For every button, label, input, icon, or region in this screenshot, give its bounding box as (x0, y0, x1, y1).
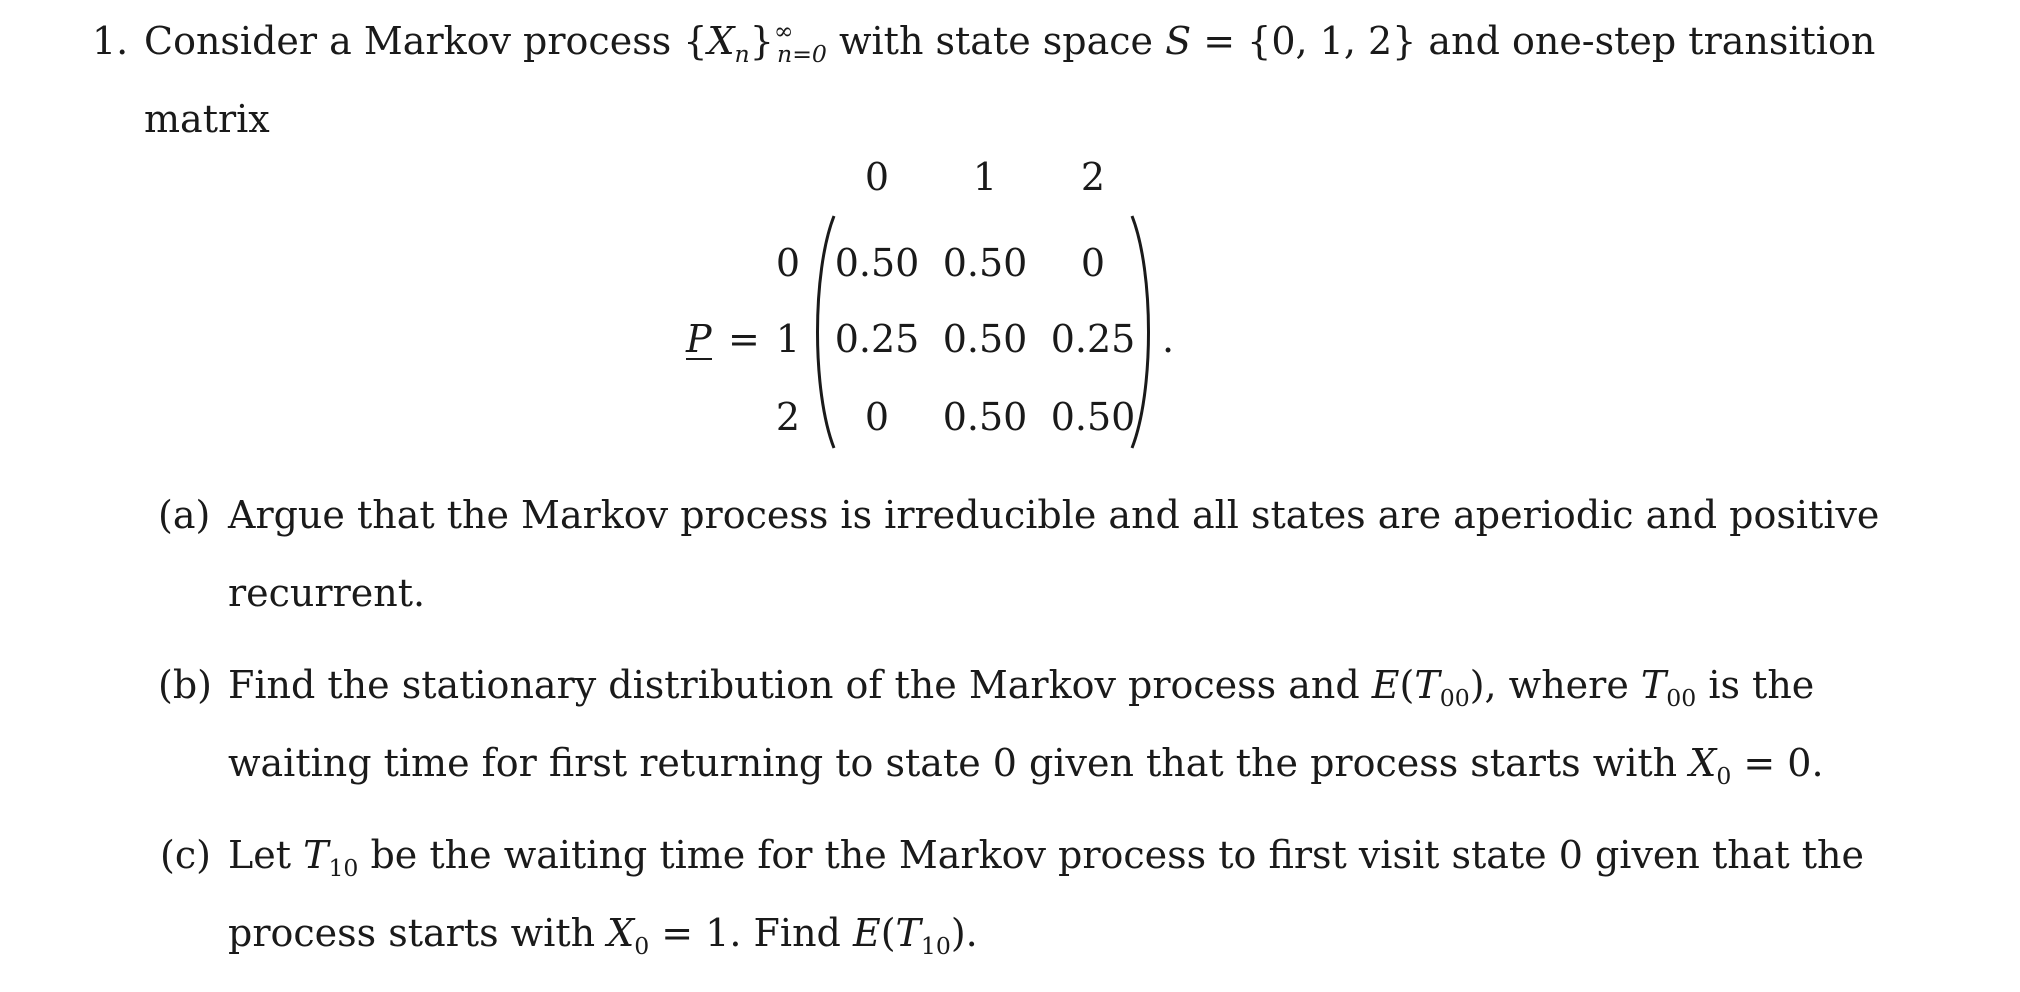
expectation-symbol: E (1371, 663, 1400, 707)
intro-text: Consider a Markov process (144, 19, 684, 63)
hitting-time-symbol: T (303, 833, 329, 877)
part-c-text-4: = 1. Find (649, 911, 853, 955)
matrix-row-label: 2 (775, 395, 801, 439)
initial-state-subscript: 0 (1716, 761, 1732, 790)
part-b-text-3: is the (1696, 663, 1815, 707)
matrix-col-label: 0 (864, 155, 890, 199)
matrix-trailing-period: . (1162, 317, 1175, 361)
matrix-cell: 0.50 (942, 241, 1028, 285)
part-b-text: Find the stationary distribution of the Markov process and (228, 663, 1372, 707)
return-time-subscript: 00 (1439, 683, 1470, 712)
part-b-line-1 (228, 663, 1815, 712)
paren-open: ( (1399, 663, 1415, 707)
part-c-line-1 (228, 833, 1864, 882)
part-b-text-5: = 0. (1731, 741, 1824, 785)
matrix-col-label: 1 (972, 155, 998, 199)
process-variable: X (707, 19, 735, 63)
initial-state-subscript: 0 (634, 931, 650, 960)
part-b-text-2: ), where (1469, 663, 1641, 707)
state-space-symbol: S (1165, 19, 1192, 63)
index-upper-infinity: ∞ (773, 17, 794, 46)
part-b-label: (b) (158, 663, 212, 707)
paren-open: ( (880, 911, 896, 955)
problem-intro-line-2: matrix (144, 97, 270, 141)
matrix-name: P (686, 317, 712, 361)
initial-state-symbol: X (1689, 741, 1717, 785)
part-c-label: (c) (160, 833, 211, 877)
matrix-cell: 0.50 (834, 241, 920, 285)
hitting-time-subscript: 10 (920, 931, 951, 960)
matrix-row-label: 0 (775, 241, 801, 285)
matrix-cell: 0.50 (942, 395, 1028, 439)
intro-text-3: = {0, 1, 2} and one-step transition (1191, 19, 1876, 63)
return-time-symbol: T (1640, 663, 1667, 707)
matrix-cell: 0.25 (834, 317, 920, 361)
part-b-text-4: waiting time for first returning to state 0 given that the process starts with (228, 741, 1690, 785)
return-time-subscript: 00 (1666, 683, 1697, 712)
matrix-cell: 0 (1080, 241, 1106, 285)
matrix-cell: 0.50 (942, 317, 1028, 361)
index-lower: n=0 (777, 39, 827, 68)
hitting-time-subscript: 10 (328, 853, 359, 882)
process-variable-subscript: n (734, 39, 750, 68)
part-c-text-5: ). (950, 911, 978, 955)
part-c-text-3: process starts with (228, 911, 608, 955)
matrix-cell: 0.50 (1050, 395, 1136, 439)
matrix-cell: 0 (864, 395, 890, 439)
hitting-time-symbol: T (895, 911, 921, 955)
part-a-label: (a) (158, 493, 211, 537)
part-a-line-2: recurrent. (228, 571, 426, 615)
part-c-text: Let (228, 833, 304, 877)
initial-state-symbol: X (607, 911, 635, 955)
matrix-equals: = (728, 317, 760, 361)
matrix-row-label: 1 (775, 317, 801, 361)
part-a-line-1: Argue that the Markov process is irreducible and all states are aperiodic and positive (228, 493, 1880, 537)
part-c-line-2 (228, 911, 978, 960)
part-c-text-2: be the waiting time for the Markov process to first visit state 0 given that the (358, 833, 1864, 877)
intro-text-2: with state space (826, 19, 1166, 63)
problem-number: 1. (92, 19, 129, 63)
transition-matrix (0, 0, 2020, 460)
return-time-symbol: T (1414, 663, 1440, 707)
matrix-cell: 0.25 (1050, 317, 1136, 361)
matrix-col-label: 2 (1080, 155, 1106, 199)
expectation-symbol: E (852, 911, 881, 955)
part-b-line-2 (228, 741, 1824, 790)
set-close-brace: } (749, 19, 774, 63)
set-open-brace: { (683, 19, 708, 63)
